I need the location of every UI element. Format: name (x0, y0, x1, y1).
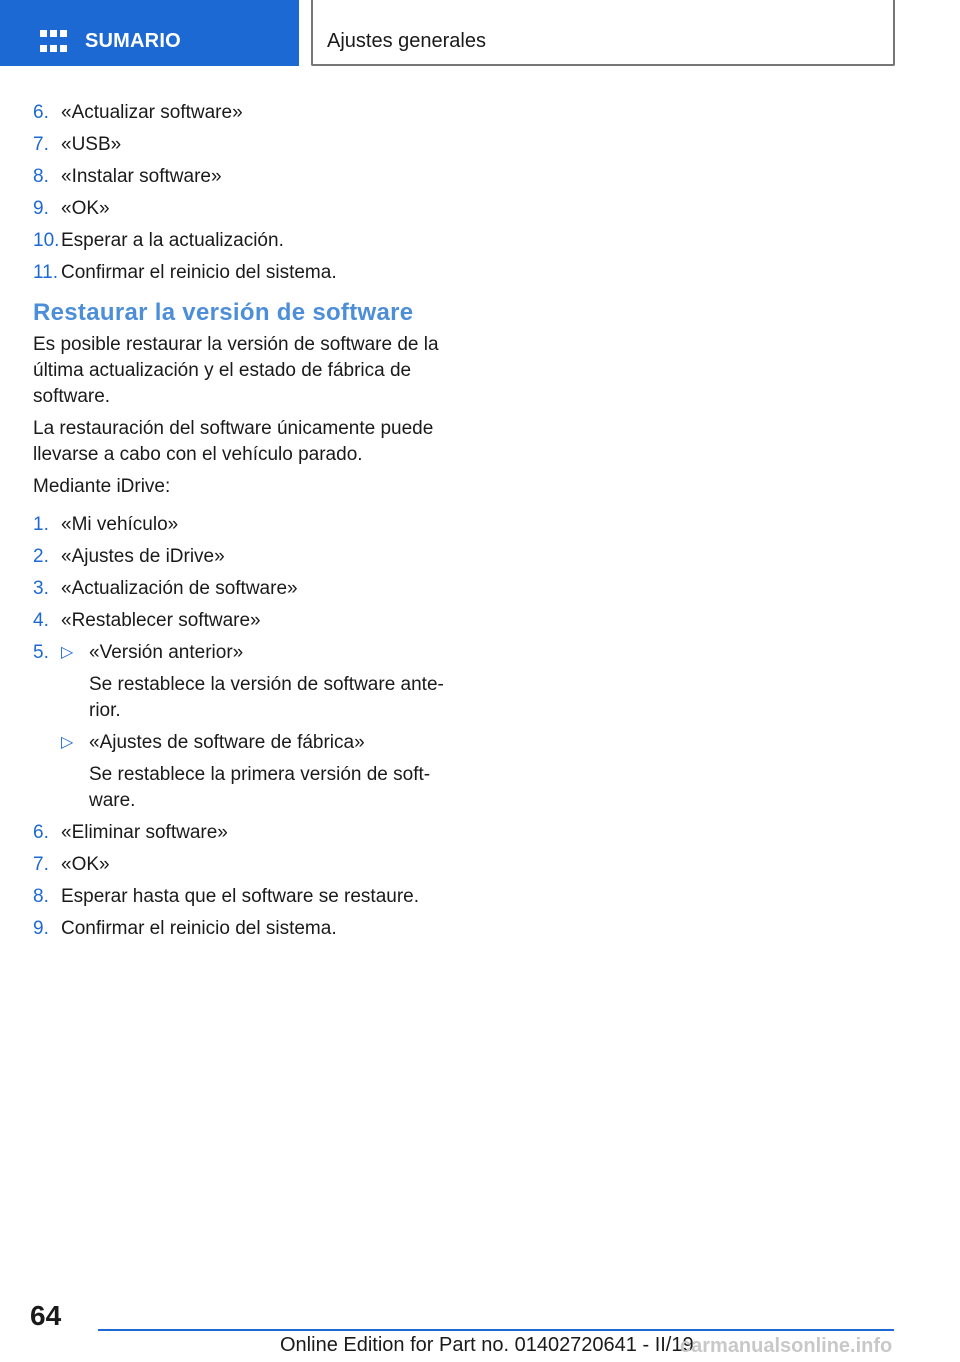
page-content (33, 100, 453, 948)
section-header (311, 0, 895, 66)
step-number: 4. (33, 610, 49, 631)
step-number: 5. (33, 642, 49, 663)
step-number: 11. (33, 262, 59, 283)
step-number: 9. (33, 918, 49, 939)
watermark: carmanualsonline.info (680, 1335, 893, 1357)
step-text: «OK» (61, 198, 110, 219)
toc-label: SUMARIO (85, 30, 181, 52)
list-item (33, 640, 453, 820)
step-number: 2. (33, 546, 49, 567)
sub-note-wrap (61, 672, 453, 724)
step-number: 8. (33, 166, 49, 187)
steps-list-top (33, 100, 453, 286)
step-text: «USB» (61, 134, 122, 155)
step-text: «Actualizar software» (61, 102, 243, 123)
steps-list-bottom (33, 512, 453, 942)
sub-item-text: «Ajustes de software de fábrica» (89, 732, 365, 753)
sub-item-note: Se restablece la versión de software ante-rior. (89, 674, 444, 721)
step-text: Confirmar el reinicio del sistema. (61, 262, 337, 283)
step-number: 7. (33, 134, 49, 155)
sub-item-text: «Versión anterior» (89, 642, 244, 663)
step-number: 9. (33, 198, 49, 219)
step-number: 1. (33, 514, 49, 535)
step-text: «Actualización de software» (61, 578, 298, 599)
step-text: «Instalar software» (61, 166, 222, 187)
page-number: 64 (30, 1300, 62, 1331)
sub-item (61, 640, 453, 666)
sub-list (61, 640, 453, 820)
step-text: «Eliminar software» (61, 822, 228, 843)
list-item (33, 916, 453, 942)
list-item (33, 132, 453, 158)
sub-item-note: Se restablece la primera versión de soft-ware. (89, 764, 431, 811)
step-number: 7. (33, 854, 49, 875)
list-item (33, 512, 453, 538)
step-text: «Mi vehículo» (61, 514, 179, 535)
step-text: Esperar hasta que el software se restaure. (61, 886, 420, 907)
list-item (33, 164, 453, 190)
step-text: «Ajustes de iDrive» (61, 546, 225, 567)
list-item (33, 260, 453, 286)
section-heading: Restaurar la versión de software (33, 299, 414, 326)
list-item (33, 544, 453, 570)
list-item (33, 852, 453, 878)
step-text: Esperar a la actualización. (61, 230, 284, 251)
step-number: 3. (33, 578, 49, 599)
toc-button[interactable] (0, 0, 299, 66)
section-title: Ajustes generales (327, 30, 486, 52)
top-bar (0, 0, 960, 66)
triangle-bullet-icon: ▷ (61, 644, 74, 661)
list-item (33, 576, 453, 602)
list-item (33, 820, 453, 846)
list-item (33, 608, 453, 634)
step-number: 6. (33, 102, 49, 123)
step-text: «OK» (61, 854, 110, 875)
footer-edition: Online Edition for Part no. 01402720641 - II/19 (280, 1334, 694, 1356)
step-text: «Restablecer software» (61, 610, 261, 631)
list-item (33, 100, 453, 126)
step-number: 8. (33, 886, 49, 907)
sub-item (61, 730, 453, 756)
footer-divider (98, 1329, 894, 1331)
list-item (33, 884, 453, 910)
step-text: Confirmar el reinicio del sistema. (61, 918, 337, 939)
sub-note-wrap (61, 762, 453, 814)
paragraph: Mediante iDrive: (33, 476, 171, 497)
triangle-bullet-icon: ▷ (61, 734, 74, 751)
step-number: 10. (33, 230, 60, 251)
list-item (33, 228, 453, 254)
list-item (33, 196, 453, 222)
grid-icon (40, 30, 67, 52)
paragraph: Es posible restaurar la versión de software de la última actualización y el estado de fábrica de software. (33, 334, 439, 407)
step-number: 6. (33, 822, 49, 843)
paragraph: La restauración del software únicamente puede llevarse a cabo con el vehículo parado. (33, 418, 434, 465)
